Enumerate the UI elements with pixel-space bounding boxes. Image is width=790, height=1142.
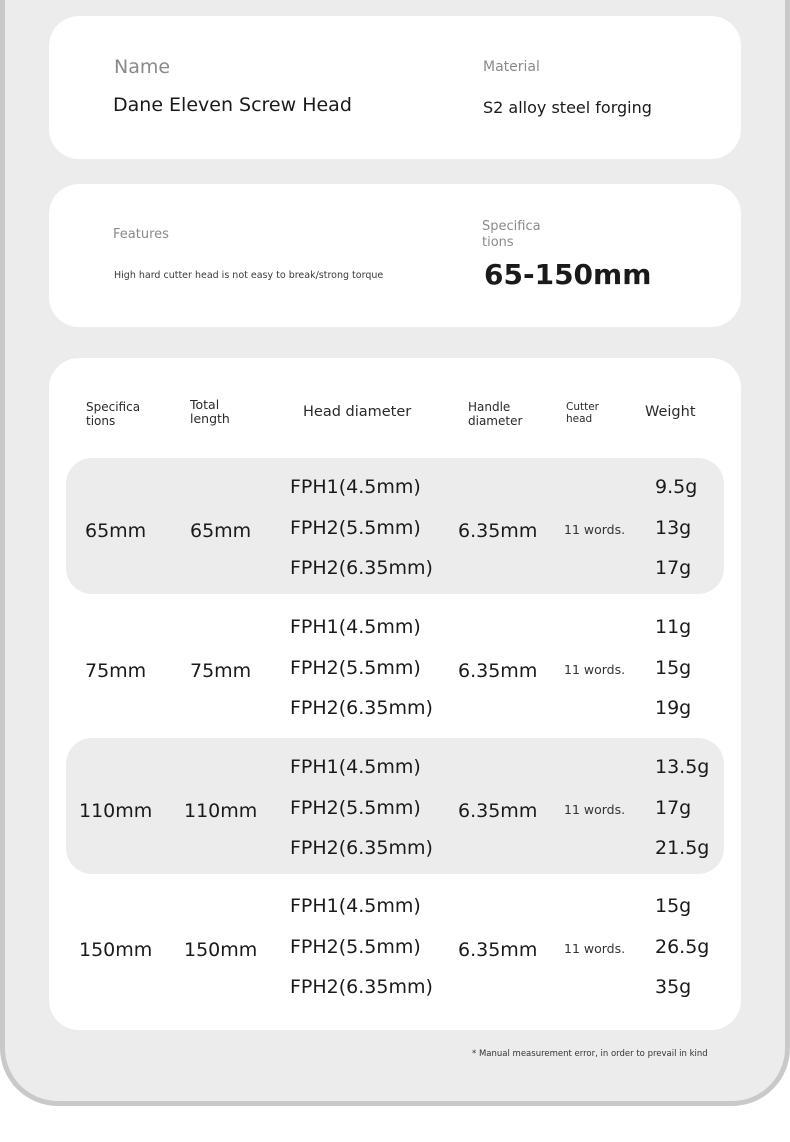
- row-total-length: 110mm: [184, 800, 258, 822]
- specifications-label: Specifica tions: [482, 219, 541, 250]
- material-value: S2 alloy steel forging: [483, 98, 652, 117]
- header-total-length: Total length: [190, 397, 230, 426]
- row-weight: 13.5g: [655, 756, 710, 778]
- table-row: [49, 458, 741, 594]
- material-label: Material: [483, 59, 540, 75]
- spec-table-card: [49, 358, 741, 1030]
- features-label: Features: [113, 227, 169, 242]
- row-head-diameter: FPH2(6.35mm): [290, 837, 433, 859]
- header-cutter-head: Cutter head: [566, 401, 599, 425]
- row-handle-diameter: 6.35mm: [458, 660, 538, 682]
- row-head-diameter: FPH2(5.5mm): [290, 657, 421, 679]
- row-head-diameter: FPH2(5.5mm): [290, 517, 421, 539]
- name-label: Name: [114, 56, 171, 78]
- row-cutter-head: 11 words.: [564, 522, 626, 537]
- header-head-diameter: Head diameter: [303, 404, 412, 420]
- row-weight: 11g: [655, 616, 692, 638]
- specifications-value: 65-150mm: [484, 258, 652, 291]
- row-handle-diameter: 6.35mm: [458, 520, 538, 542]
- row-weight: 15g: [655, 657, 692, 679]
- row-handle-diameter: 6.35mm: [458, 800, 538, 822]
- row-head-diameter: FPH2(6.35mm): [290, 697, 433, 719]
- row-weight: 17g: [655, 557, 692, 579]
- table-row: [49, 877, 741, 1013]
- row-weight: 15g: [655, 895, 692, 917]
- row-head-diameter: FPH1(4.5mm): [290, 756, 421, 778]
- row-head-diameter: FPH2(6.35mm): [290, 557, 433, 579]
- row-head-diameter: FPH2(6.35mm): [290, 976, 433, 998]
- row-head-diameter: FPH2(5.5mm): [290, 797, 421, 819]
- row-weight: 26.5g: [655, 936, 710, 958]
- row-total-length: 150mm: [184, 939, 258, 961]
- header-handle-diameter: Handle diameter: [468, 400, 523, 428]
- table-row: [49, 738, 741, 874]
- row-head-diameter: FPH1(4.5mm): [290, 616, 421, 638]
- name-value: Dane Eleven Screw Head: [113, 94, 352, 116]
- row-weight: 35g: [655, 976, 692, 998]
- row-head-diameter: FPH2(5.5mm): [290, 936, 421, 958]
- row-cutter-head: 11 words.: [564, 802, 626, 817]
- name-material-card: [49, 16, 741, 159]
- row-specification: 150mm: [79, 939, 153, 961]
- row-specification: 110mm: [79, 800, 153, 822]
- row-weight: 21.5g: [655, 837, 710, 859]
- row-weight: 13g: [655, 517, 692, 539]
- header-weight: Weight: [645, 404, 696, 420]
- row-specification: 65mm: [85, 520, 147, 542]
- row-weight: 9.5g: [655, 476, 698, 498]
- row-total-length: 65mm: [190, 520, 252, 542]
- row-head-diameter: FPH1(4.5mm): [290, 895, 421, 917]
- measurement-footnote: * Manual measurement error, in order to prevail in kind: [472, 1049, 708, 1059]
- row-total-length: 75mm: [190, 660, 252, 682]
- row-cutter-head: 11 words.: [564, 941, 626, 956]
- row-specification: 75mm: [85, 660, 147, 682]
- features-value: High hard cutter head is not easy to break/strong torque: [114, 270, 384, 281]
- features-spec-card: [49, 184, 741, 327]
- row-weight: 19g: [655, 697, 692, 719]
- row-head-diameter: FPH1(4.5mm): [290, 476, 421, 498]
- row-weight: 17g: [655, 797, 692, 819]
- row-handle-diameter: 6.35mm: [458, 939, 538, 961]
- row-cutter-head: 11 words.: [564, 662, 626, 677]
- header-specifications: Specifica tions: [86, 400, 141, 428]
- table-row: [49, 598, 741, 734]
